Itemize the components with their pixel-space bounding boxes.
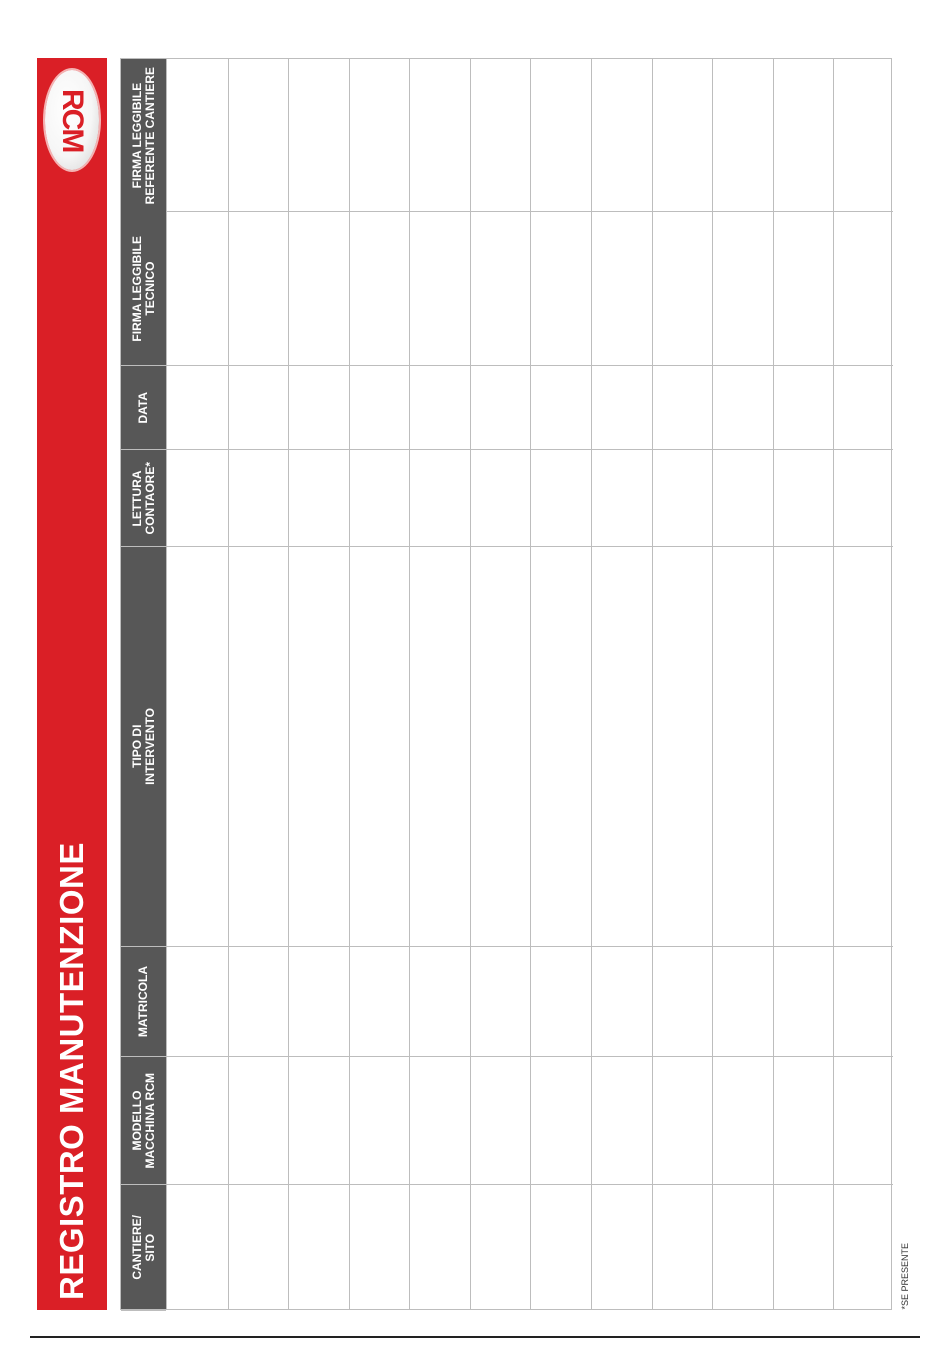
column-header: [121, 947, 166, 1057]
table-cell[interactable]: [167, 212, 228, 366]
table-cell[interactable]: [410, 450, 470, 547]
column-header-label-wrap: [121, 212, 166, 365]
table-row: [288, 59, 349, 1309]
table-cell[interactable]: [653, 547, 712, 947]
table-row: [228, 59, 288, 1309]
table-cell[interactable]: [592, 59, 652, 212]
table-cell[interactable]: [350, 59, 409, 212]
table-cell[interactable]: [410, 59, 470, 212]
table-cell[interactable]: [229, 547, 288, 947]
table-row: [773, 59, 833, 1309]
table-cell[interactable]: [410, 1057, 470, 1185]
table-cell[interactable]: [289, 450, 349, 547]
maintenance-register-table: [120, 58, 892, 1310]
table-cell[interactable]: [713, 1185, 773, 1311]
table-cell[interactable]: [653, 450, 712, 547]
table-cell[interactable]: [350, 366, 409, 450]
column-header: [121, 1057, 166, 1185]
table-cell[interactable]: [410, 212, 470, 366]
column-header-label-wrap: [121, 947, 166, 1056]
table-row: [166, 59, 228, 1309]
table-cell[interactable]: [410, 947, 470, 1057]
column-header: [121, 366, 166, 450]
table-row: [470, 59, 530, 1309]
footnote: [896, 1230, 914, 1310]
table-cell[interactable]: [834, 547, 893, 947]
table-cell[interactable]: [350, 947, 409, 1057]
table-cell[interactable]: [531, 450, 591, 547]
column-header-label-wrap: [121, 366, 166, 449]
column-header: [121, 59, 166, 212]
table-cell[interactable]: [834, 1057, 893, 1185]
table-cell[interactable]: [410, 366, 470, 450]
table-cell[interactable]: [350, 450, 409, 547]
table-cell[interactable]: [289, 1057, 349, 1185]
table-cell[interactable]: [167, 450, 228, 547]
column-header: [121, 450, 166, 547]
table-cell[interactable]: [592, 450, 652, 547]
footnote-text: *SE PRESENTE: [900, 1243, 910, 1310]
table-cell[interactable]: [167, 547, 228, 947]
table-cell[interactable]: [229, 1057, 288, 1185]
table-cell[interactable]: [653, 1185, 712, 1311]
table-cell[interactable]: [471, 212, 530, 366]
table-row: [833, 59, 893, 1309]
column-header-label: MODELLO MACCHINA RCM: [129, 1072, 157, 1169]
table-cell[interactable]: [774, 59, 833, 212]
column-header-label-wrap: [121, 1057, 166, 1184]
table-cell[interactable]: [289, 366, 349, 450]
table-cell[interactable]: [653, 1057, 712, 1185]
column-header-label: CANTIERE/ SITO: [129, 1215, 157, 1280]
table-cell[interactable]: [167, 59, 228, 212]
table-cell[interactable]: [531, 1185, 591, 1311]
column-header-label: FIRMA LEGGIBILE REFERENTE CANTIERE: [129, 66, 157, 205]
table-cell[interactable]: [834, 59, 893, 212]
table-cell[interactable]: [774, 547, 833, 947]
column-header: [121, 212, 166, 366]
table-cell[interactable]: [229, 450, 288, 547]
column-header-label-wrap: [121, 450, 166, 546]
logo-text: RCM: [56, 88, 89, 152]
table-cell[interactable]: [471, 1185, 530, 1311]
table-row: [349, 59, 409, 1309]
table-row: [652, 59, 712, 1309]
table-cell[interactable]: [834, 947, 893, 1057]
table-cell[interactable]: [471, 947, 530, 1057]
table-cell[interactable]: [350, 1185, 409, 1311]
table-cell[interactable]: [592, 212, 652, 366]
table-cell[interactable]: [592, 1057, 652, 1185]
table-cell[interactable]: [289, 212, 349, 366]
table-cell[interactable]: [229, 947, 288, 1057]
table-cell[interactable]: [229, 212, 288, 366]
header-column: [121, 59, 166, 1309]
column-header-label: MATRICOLA: [136, 965, 150, 1038]
table-cell[interactable]: [410, 1185, 470, 1311]
table-cell[interactable]: [350, 1057, 409, 1185]
table-cell[interactable]: [713, 947, 773, 1057]
table-cell[interactable]: [531, 1057, 591, 1185]
table-cell[interactable]: [167, 366, 228, 450]
table-cell[interactable]: [410, 547, 470, 947]
column-header-label-wrap: [121, 1185, 166, 1310]
page-title: REGISTRO MANUTENZIONE: [53, 842, 90, 1300]
table-cell[interactable]: [471, 59, 530, 212]
table-cell[interactable]: [834, 1185, 893, 1311]
column-header-label: TIPO DI INTERVENTO: [129, 708, 157, 785]
table-cell[interactable]: [289, 59, 349, 212]
column-header: [121, 547, 166, 947]
column-header-label-wrap: [121, 547, 166, 946]
table-cell[interactable]: [167, 1057, 228, 1185]
column-header-label: FIRMA LEGGIBILE TECNICO: [129, 235, 157, 342]
table-cell[interactable]: [774, 212, 833, 366]
table-cell[interactable]: [713, 59, 773, 212]
table-cell[interactable]: [289, 947, 349, 1057]
table-cell[interactable]: [592, 366, 652, 450]
table-cell[interactable]: [834, 212, 893, 366]
table-cell[interactable]: [167, 1185, 228, 1311]
table-cell[interactable]: [713, 450, 773, 547]
table-cell[interactable]: [653, 366, 712, 450]
table-cell[interactable]: [592, 947, 652, 1057]
table-cell[interactable]: [471, 1057, 530, 1185]
table-cell[interactable]: [531, 547, 591, 947]
table-cell[interactable]: [229, 1185, 288, 1311]
table-cell[interactable]: [774, 366, 833, 450]
table-cell[interactable]: [653, 947, 712, 1057]
table-cell[interactable]: [531, 212, 591, 366]
column-header-label: LETTURA CONTAORE*: [129, 461, 157, 535]
table-cell[interactable]: [471, 366, 530, 450]
table-cell[interactable]: [834, 450, 893, 547]
table-row: [409, 59, 470, 1309]
table-cell[interactable]: [592, 547, 652, 947]
table-cell[interactable]: [289, 1185, 349, 1311]
title-banner: [37, 58, 107, 1310]
table-cell[interactable]: [713, 366, 773, 450]
table-cell[interactable]: [713, 212, 773, 366]
table-cell[interactable]: [531, 366, 591, 450]
table-cell[interactable]: [834, 366, 893, 450]
table-cell[interactable]: [774, 1057, 833, 1185]
table-cell[interactable]: [350, 547, 409, 947]
bottom-rule: [30, 1336, 920, 1338]
table-cell[interactable]: [350, 212, 409, 366]
table-cell[interactable]: [774, 947, 833, 1057]
table-cell[interactable]: [229, 59, 288, 212]
table-cell[interactable]: [713, 547, 773, 947]
table-cell[interactable]: [531, 947, 591, 1057]
table-cell[interactable]: [289, 547, 349, 947]
table-row: [530, 59, 591, 1309]
table-cell[interactable]: [713, 1057, 773, 1185]
table-cell[interactable]: [167, 947, 228, 1057]
table-cell[interactable]: [774, 1185, 833, 1311]
table-row: [712, 59, 773, 1309]
table-cell[interactable]: [471, 547, 530, 947]
column-header: [121, 1185, 166, 1311]
table-cell[interactable]: [592, 1185, 652, 1311]
table-row: [591, 59, 652, 1309]
table-cell[interactable]: [653, 212, 712, 366]
table-cell[interactable]: [229, 366, 288, 450]
table-cell[interactable]: [653, 59, 712, 212]
table-cell[interactable]: [774, 450, 833, 547]
column-header-label: DATA: [136, 391, 150, 424]
table-cell[interactable]: [531, 59, 591, 212]
table-cell[interactable]: [471, 450, 530, 547]
column-header-label-wrap: [121, 59, 166, 212]
rcm-logo: [45, 70, 99, 170]
